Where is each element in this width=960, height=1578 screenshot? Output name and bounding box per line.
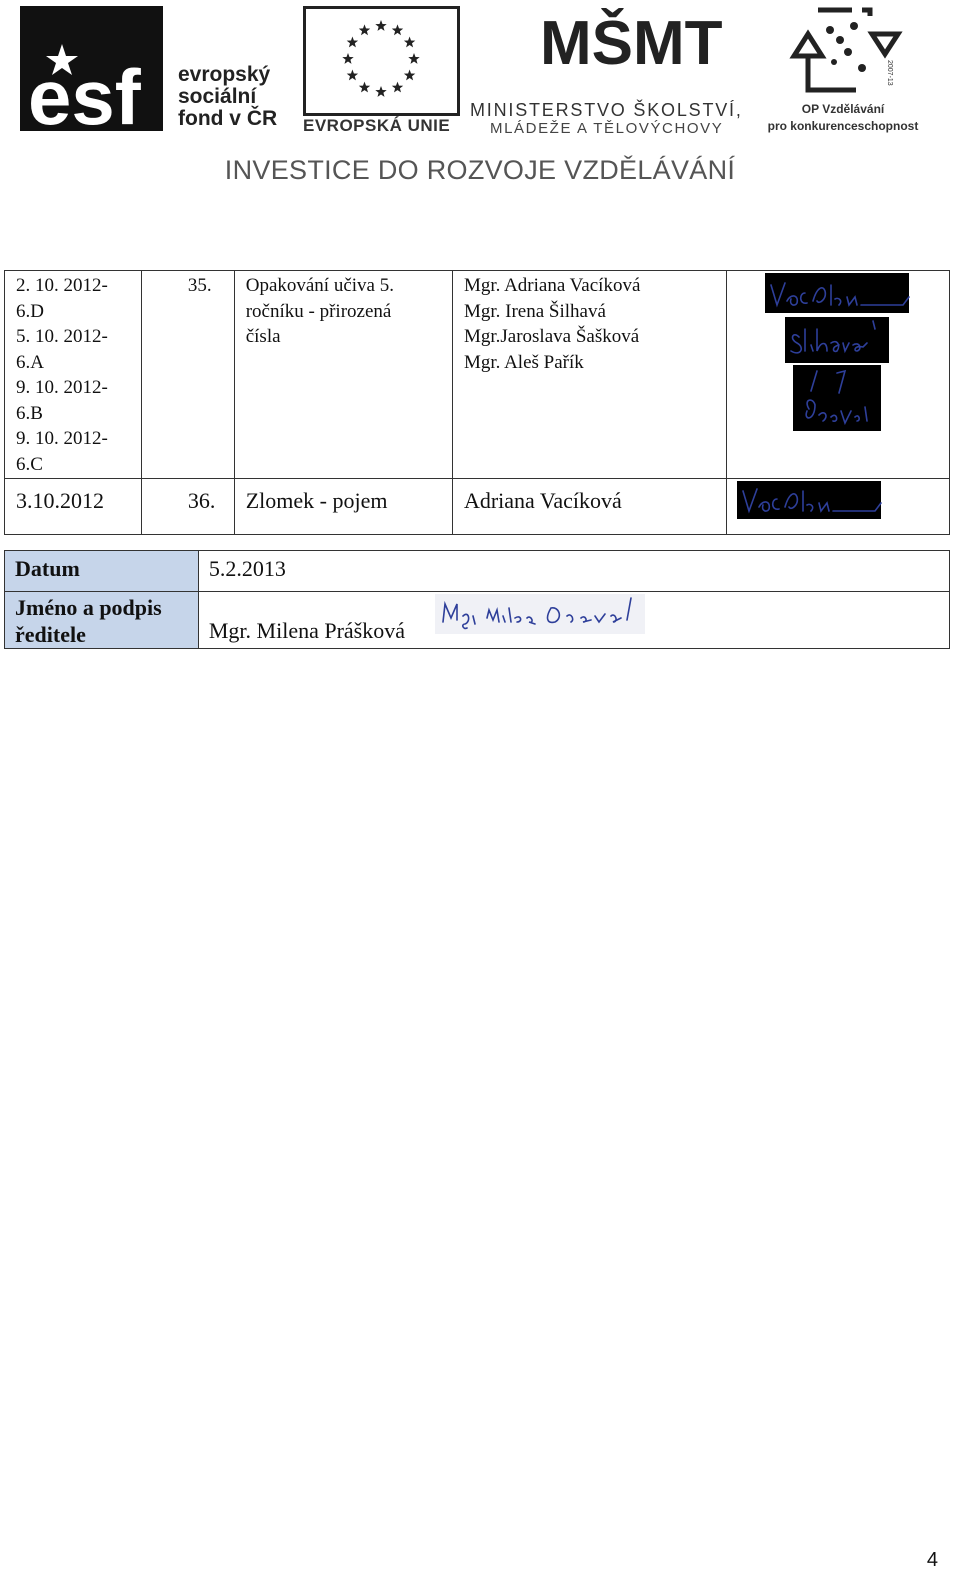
esf-line-3: fond v ČR <box>178 107 278 130</box>
page-number: 4 <box>926 1549 938 1571</box>
table-row <box>5 271 950 479</box>
eu-star-icon <box>375 20 386 31</box>
date-line: 9. 10. 2012- <box>16 377 108 398</box>
director-name: Mgr. Milena Prášková <box>208 618 406 643</box>
lesson-number: 35. <box>141 271 234 479</box>
dates-cell <box>5 271 142 479</box>
msmt-logo <box>540 4 723 96</box>
signature-cell <box>726 479 949 535</box>
date-label: Datum <box>5 551 199 592</box>
esf-logo <box>20 6 163 141</box>
esf-logo-text <box>178 64 277 130</box>
esf-logo-letters: esf <box>28 53 141 141</box>
signature-label <box>5 592 199 649</box>
date-line: 6.C <box>16 453 43 475</box>
date-line: 9. 10. 2012- <box>16 428 108 449</box>
topic-line: Opakování učiva 5. <box>245 275 394 296</box>
teacher-name: Mgr.Jaroslava Šašková <box>463 326 640 347</box>
lesson-records-table <box>4 270 950 535</box>
eu-star-icon <box>408 53 419 64</box>
handwritten-signatures <box>727 271 949 441</box>
eu-star-icon <box>375 86 386 97</box>
teacher-name: Mgr. Irena Šilhavá <box>463 300 606 322</box>
teacher-name: Mgr. Adriana Vacíková <box>463 275 641 296</box>
slogan: INVESTICE DO ROZVOJE VZDĚLÁVÁNÍ <box>224 155 736 185</box>
lesson-number: 36. <box>141 479 234 535</box>
signature-label-line: Jméno a podpis <box>15 595 162 620</box>
topic-line: čísla <box>245 326 281 347</box>
table-row <box>5 592 950 649</box>
date-value: 5.2.2013 <box>198 551 949 592</box>
table-row <box>5 551 950 592</box>
date-line: 6.D <box>16 300 44 322</box>
eu-label: EVROPSKÁ UNIE <box>303 116 451 135</box>
date-line: 6.B <box>16 402 43 424</box>
topic-cell: Zlomek - pojem <box>234 479 452 535</box>
date-line: 5. 10. 2012- <box>16 326 108 347</box>
op-line-1: OP Vzdělávání <box>801 102 885 116</box>
approval-table <box>4 550 950 649</box>
msmt-line-1: MINISTERSTVO ŠKOLSTVÍ, <box>470 100 743 120</box>
teacher-name: Mgr. Aleš Pařík <box>463 351 584 373</box>
msmt-logo-letters: MŠMT <box>540 9 723 78</box>
op-side-text: 2007-13 <box>886 60 893 86</box>
teachers-cell: Adriana Vacíková <box>452 479 726 535</box>
eu-star-icon <box>359 82 370 93</box>
handwritten-signature <box>727 479 949 521</box>
eu-star-icon <box>347 70 358 81</box>
date-cell: 3.10.2012 <box>5 479 142 535</box>
eu-star-icon <box>347 37 358 48</box>
op-logo <box>790 4 902 94</box>
eu-flag-logo <box>303 6 460 116</box>
date-line: 2. 10. 2012- <box>16 275 108 296</box>
eu-star-icon <box>392 24 403 35</box>
director-handwritten-signature <box>435 594 645 634</box>
eu-star-icon <box>342 53 353 64</box>
topic-cell <box>234 271 452 479</box>
table-row <box>5 479 950 535</box>
topic-line: ročníku - přirozená <box>245 300 392 322</box>
signatures-cell <box>726 271 949 479</box>
signature-label-line: ředitele <box>15 622 86 647</box>
eu-stars-icon <box>306 9 457 113</box>
esf-line-1: evropský <box>178 63 271 86</box>
date-line: 6.A <box>16 351 44 373</box>
teachers-cell <box>452 271 726 479</box>
esf-line-2: sociální <box>178 85 257 108</box>
eu-star-icon <box>392 82 403 93</box>
eu-star-icon <box>404 37 415 48</box>
eu-star-icon <box>404 70 415 81</box>
op-line-2: pro konkurenceschopnost <box>767 119 919 133</box>
director-cell <box>198 592 949 649</box>
msmt-line-2: MLÁDEŽE A TĚLOVÝCHOVY <box>490 120 724 137</box>
eu-star-icon <box>359 24 370 35</box>
